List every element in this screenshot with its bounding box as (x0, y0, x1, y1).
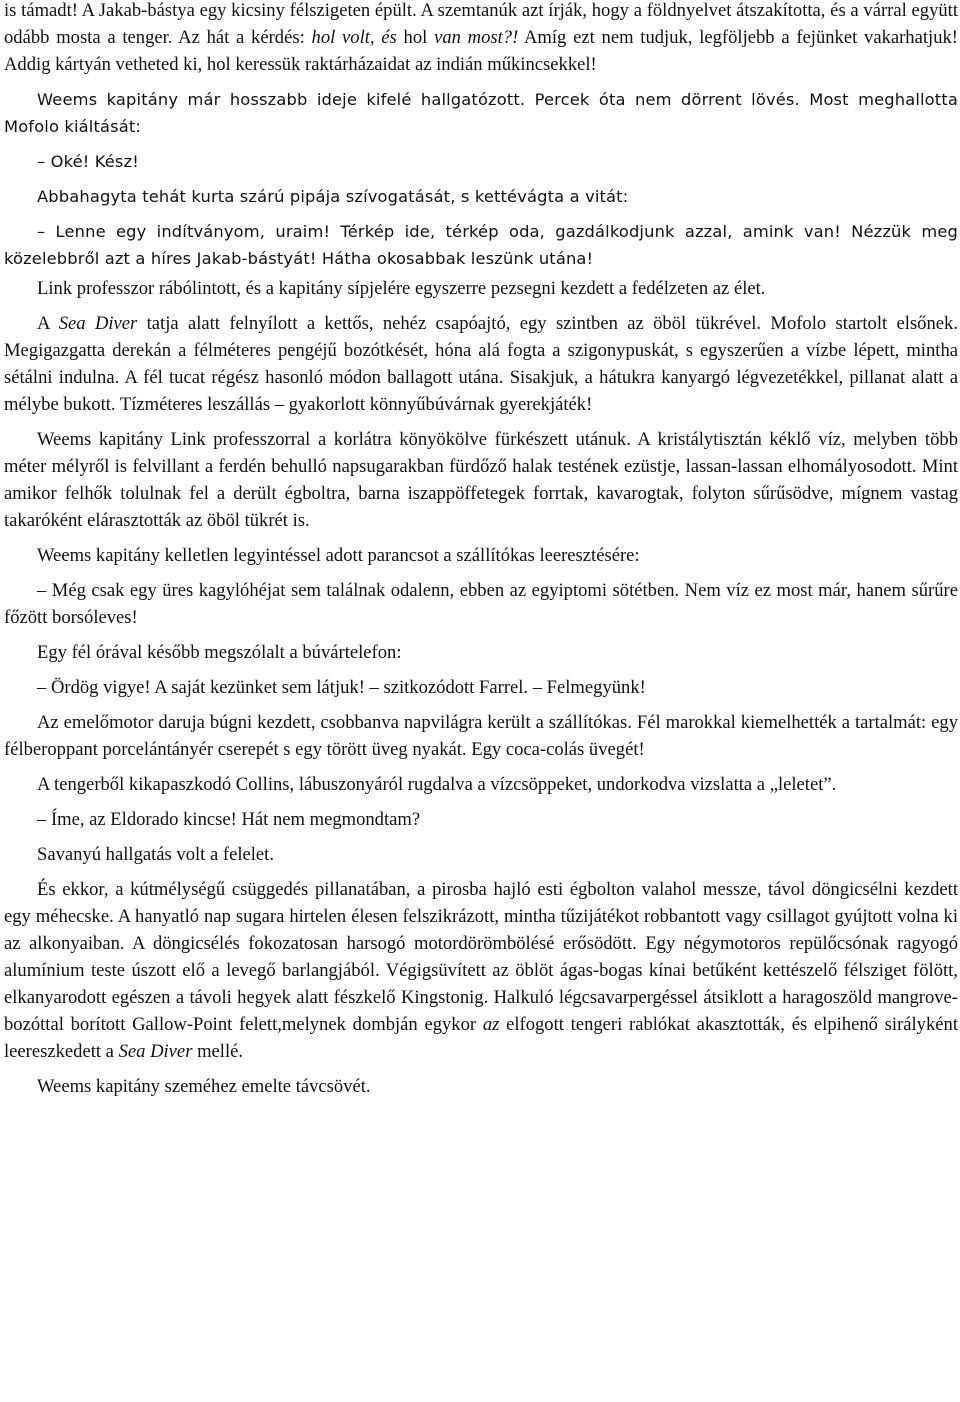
dialogue-line (4, 218, 958, 272)
text-run: Weems kapitány szeméhez emelte távcsövét. (37, 1076, 371, 1097)
text-run: – Íme, az Eldorado kincse! Hát nem megmondtam? (37, 809, 421, 830)
text-run: – Oké! Kész! (37, 152, 139, 171)
text-run: Weems kapitány Link professzorral a korlátra könyökölve fürkészett utánuk. A kristálytisztán kéklő víz, melyben több méter mélyről is felvillant a ferdén behulló napsugarakban fürdőző halak testének ezüstje, lassan-lassan elhomályosodott. Mint amikor felhők tolulnak fel a derült égboltra, barna iszappöffetegek forrtak, kavarogtak, folyton sűrűsödve, mígnem vastag takaróként elárasztották az öböl tükrét is. (4, 429, 958, 531)
paragraph (4, 639, 958, 666)
italic-text: Sea Diver (118, 1041, 193, 1062)
paragraph (4, 183, 958, 210)
text-run: is támadt! A Jakab-bástya egy kicsiny félszigeten épült. A szemtanúk azt írják, hogy a földnyelvet átszakította, és a várral együtt odább mosta a tenger. Az hát a kérdés: (4, 0, 958, 48)
text-run: tatja alatt felnyílott a kettős, nehéz csapóajtó, egy szintben az öböl tükrével. Mofolo startolt elsőnek. Megigazgatta derekán a félméteres pengéjű bozótkését, hóna alá fogta a szigonypuskát, s egyszerűen a vízbe lépett, mintha sétálni indulna. A fél tucat régész hasonló módon ballagott utána. Sisakjuk, a hátukra kanyargó légvezetékkel, pillanat alatt a mélybe bukott. Tízméteres leszállás – gyakorlott könnyűbúvárnak gyerekjáték! (4, 313, 958, 415)
paragraph (4, 709, 958, 763)
text-run: Amíg ezt nem tudjuk, legföljebb a fejünket vakarhatjuk! Addig kártyán vetheted ki, hol keressük raktárházaidat az indián műkincsekkel! (4, 27, 958, 75)
text-run: Link professzor rábólintott, és a kapitány sípjelére egyszerre pezsegni kezdett a fedélzeten az élet. (37, 278, 766, 299)
text-run: Az emelőmotor daruja búgni kezdett, csobbanva napvilágra került a szállítókas. Fél marokkal kiemelhették a tartalmát: egy félberoppant porcelántányér cserepét s egy törött üveg nyakát. Egy coca-colás üvegét! (4, 712, 958, 760)
paragraph (4, 542, 958, 569)
text-run: Weems kapitány már hosszabb ideje kifelé hallgatózott. Percek óta nem dörrent lövés. Most meghallotta Mofolo kiáltását: (4, 90, 958, 136)
text-run: És ekkor, a kútmélységű csüggedés pillanatában, a pirosba hajló esti égbolton valahol messze, távol döngicsélni kezdett egy méhecske. A hanyatló nap sugara hirtelen élesen felszikrázott, mintha tűzijátékot robbantott vagy csillagot gyújtott volna ki az alkonyaiban. A döngicsélés fokozatosan harsogó motordörömbölésé erősödött. Egy négymotoros repülőcsónak ragyogó alumínium teste úszott elő a levegő barlangjából. Végigsüvített az öblöt ágas-bogas kínai betűként kettészelő félsziget fölött, elkanyarodott egészen a távoli hegyek alatt fészkelő Kingstonig. Halkuló légcsavarpergéssel átsiklott a haragoszöld mangrove-bozóttal borított Gallow-Point felett,melynek dombján egykor (4, 879, 958, 1035)
text-run: Abbahagyta tehát kurta szárú pipája szívogatását, s kettévágta a vitát: (37, 187, 629, 206)
paragraph (4, 841, 958, 868)
text-run: – Ördög vigye! A saját kezünket sem látjuk! – szitkozódott Farrel. – Felmegyünk! (37, 677, 646, 698)
text-run: – Még csak egy üres kagylóhéjat sem találnak odalenn, ebben az egyiptomi sötétben. Nem víz ez most már, hanem sűrűre főzött borsóleves! (4, 580, 958, 628)
paragraph (4, 0, 958, 78)
italic-text: Sea Diver (58, 313, 138, 334)
text-run: A tengerből kikapaszkodó Collins, lábuszonyáról rugdalva a vízcsöppeket, undorkodva vizslatta a „leletet”. (37, 774, 837, 795)
dialogue-line (4, 148, 958, 175)
paragraph (4, 1073, 958, 1100)
dialogue-line (4, 674, 958, 701)
paragraph (4, 771, 958, 798)
text-run: Savanyú hallgatás volt a felelet. (37, 844, 274, 865)
paragraph (4, 86, 958, 140)
paragraph (4, 310, 958, 418)
text-run: hol (396, 27, 435, 48)
text-run: – Lenne egy indítványom, uraim! Térkép ide, térkép oda, gazdálkodjunk azzal, amink van! Nézzük meg közelebbről azt a híres Jakab-bástyát! Hátha okosabbak leszünk utána! (4, 222, 958, 268)
text-run: elfogott tengeri rablókat akasztották, és elpihenő sirályként leereszkedett a (4, 1014, 958, 1062)
text-run: Weems kapitány kelletlen legyintéssel adott parancsot a szállítókas leeresztésére: (37, 545, 640, 566)
dialogue-line (4, 577, 958, 631)
text-run: Egy fél órával később megszólalt a búvártelefon: (37, 642, 402, 663)
text-run: A (37, 313, 59, 334)
dialogue-line (4, 806, 958, 833)
italic-text: az (482, 1014, 500, 1035)
italic-text: hol volt, és (311, 27, 397, 48)
italic-text: van most?! (434, 27, 519, 48)
paragraph (4, 275, 958, 302)
text-run: mellé. (192, 1041, 244, 1062)
paragraph (4, 876, 958, 1065)
paragraph (4, 426, 958, 534)
document-page (4, 0, 958, 1100)
